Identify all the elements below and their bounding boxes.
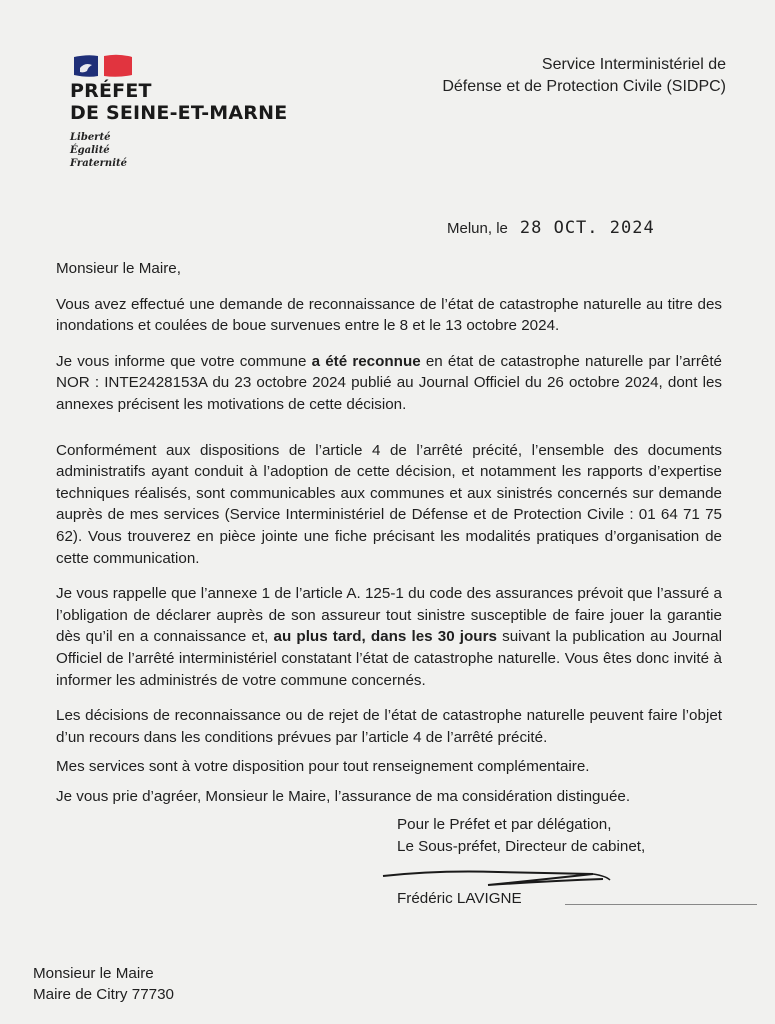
- prefecture-name: [70, 80, 287, 124]
- letter-date: [447, 218, 655, 238]
- paragraph-recognition: [56, 351, 722, 416]
- recipient-address: [33, 963, 174, 1005]
- prefecture-line1: PRÉFET: [70, 80, 152, 102]
- p4-bold: au plus tard, dans les 30 jours: [273, 628, 497, 646]
- salutation: Monsieur le Maire,: [56, 260, 181, 277]
- signature-line2: Le Sous-préfet, Directeur de cabinet,: [397, 837, 646, 855]
- p2-text-end: en état de catastrophe naturelle par l’arrêté NOR : INTE2428153A du 23 octobre 2024 publié au Journal Officiel du 26 octobre 2024, dont les annexes précisent les motivations de cette décision.: [56, 352, 722, 413]
- paragraph-insurance: [56, 583, 722, 691]
- recipient-line2: Maire de Citry 77730: [33, 986, 174, 1003]
- p2-text-start: Je vous informe que votre commune: [56, 352, 312, 370]
- p4-text-end: suivant la publication au Journal Officiel de l’arrêté interministériel constatant l’état de catastrophe naturelle. Vous êtes donc invité à informer les administrés de votre commune concernés.: [56, 628, 722, 689]
- paragraph-documents: Conformément aux dispositions de l’article 4 de l’arrêté précité, l’ensemble des documents administratifs ayant conduit à l’adoption de cette décision, et notamment les rapports d’expertise techniques réalisés, sont communicables aux communes et aux sinistrés concernés sur demande auprès de mes services (Service Interministériel de Défense et de Protection Civile : 01 64 71 75 62). Vous trouverez en pièce jointe une fiche précisant les modalités pratiques d’organisation de cette communication.: [56, 441, 722, 567]
- p4-text-start: Je vous rappelle que l’annexe 1 de l’article A. 125-1 du code des assurances prévoit que l’assuré a l’obligation de déclarer auprès de son assureur tout sinistre susceptible de faire jouer la garantie dès qu’il en a connaissance et,: [56, 585, 722, 646]
- motto-fraternite: Fraternité: [70, 158, 127, 169]
- marianne-flag-icon: [72, 54, 134, 78]
- recipient-line1: Monsieur le Maire: [33, 965, 154, 982]
- signature-rule: [565, 904, 757, 905]
- paragraph-appeal: Les décisions de reconnaissance ou de rejet de l’état de catastrophe naturelle peuvent faire l’objet d’un recours dans les conditions prévues par l’article 4 de l’arrêté précité.: [56, 707, 722, 746]
- signatory-name: Frédéric LAVIGNE: [397, 890, 522, 907]
- p2-bold: a été reconnue: [311, 352, 421, 370]
- letter-body: [56, 258, 722, 807]
- motto-liberte: Liberté: [70, 132, 111, 143]
- paragraph-services: Mes services sont à votre disposition pour tout renseignement complémentaire.: [56, 758, 590, 776]
- date-stamp: 28 OCT. 2024: [519, 218, 655, 238]
- service-line2: Défense et de Protection Civile (SIDPC): [442, 78, 726, 95]
- prefecture-line2: DE SEINE-ET-MARNE: [70, 102, 288, 124]
- republic-motto: [70, 131, 127, 170]
- signature-line1: Pour le Préfet et par délégation,: [397, 816, 612, 833]
- paragraph-closing: Je vous prie d’agréer, Monsieur le Maire, l’assurance de ma considération distinguée.: [56, 787, 631, 805]
- paragraph-request: Vous avez effectué une demande de reconnaissance de l’état de catastrophe naturelle au titre des inondations et coulées de boue survenues entre le 8 et le 13 octobre 2024.: [56, 295, 722, 335]
- motto-egalite: Égalité: [70, 145, 110, 156]
- date-place: Melun, le: [447, 220, 508, 237]
- service-header: [442, 54, 726, 98]
- service-line1: Service Interministériel de: [541, 56, 726, 73]
